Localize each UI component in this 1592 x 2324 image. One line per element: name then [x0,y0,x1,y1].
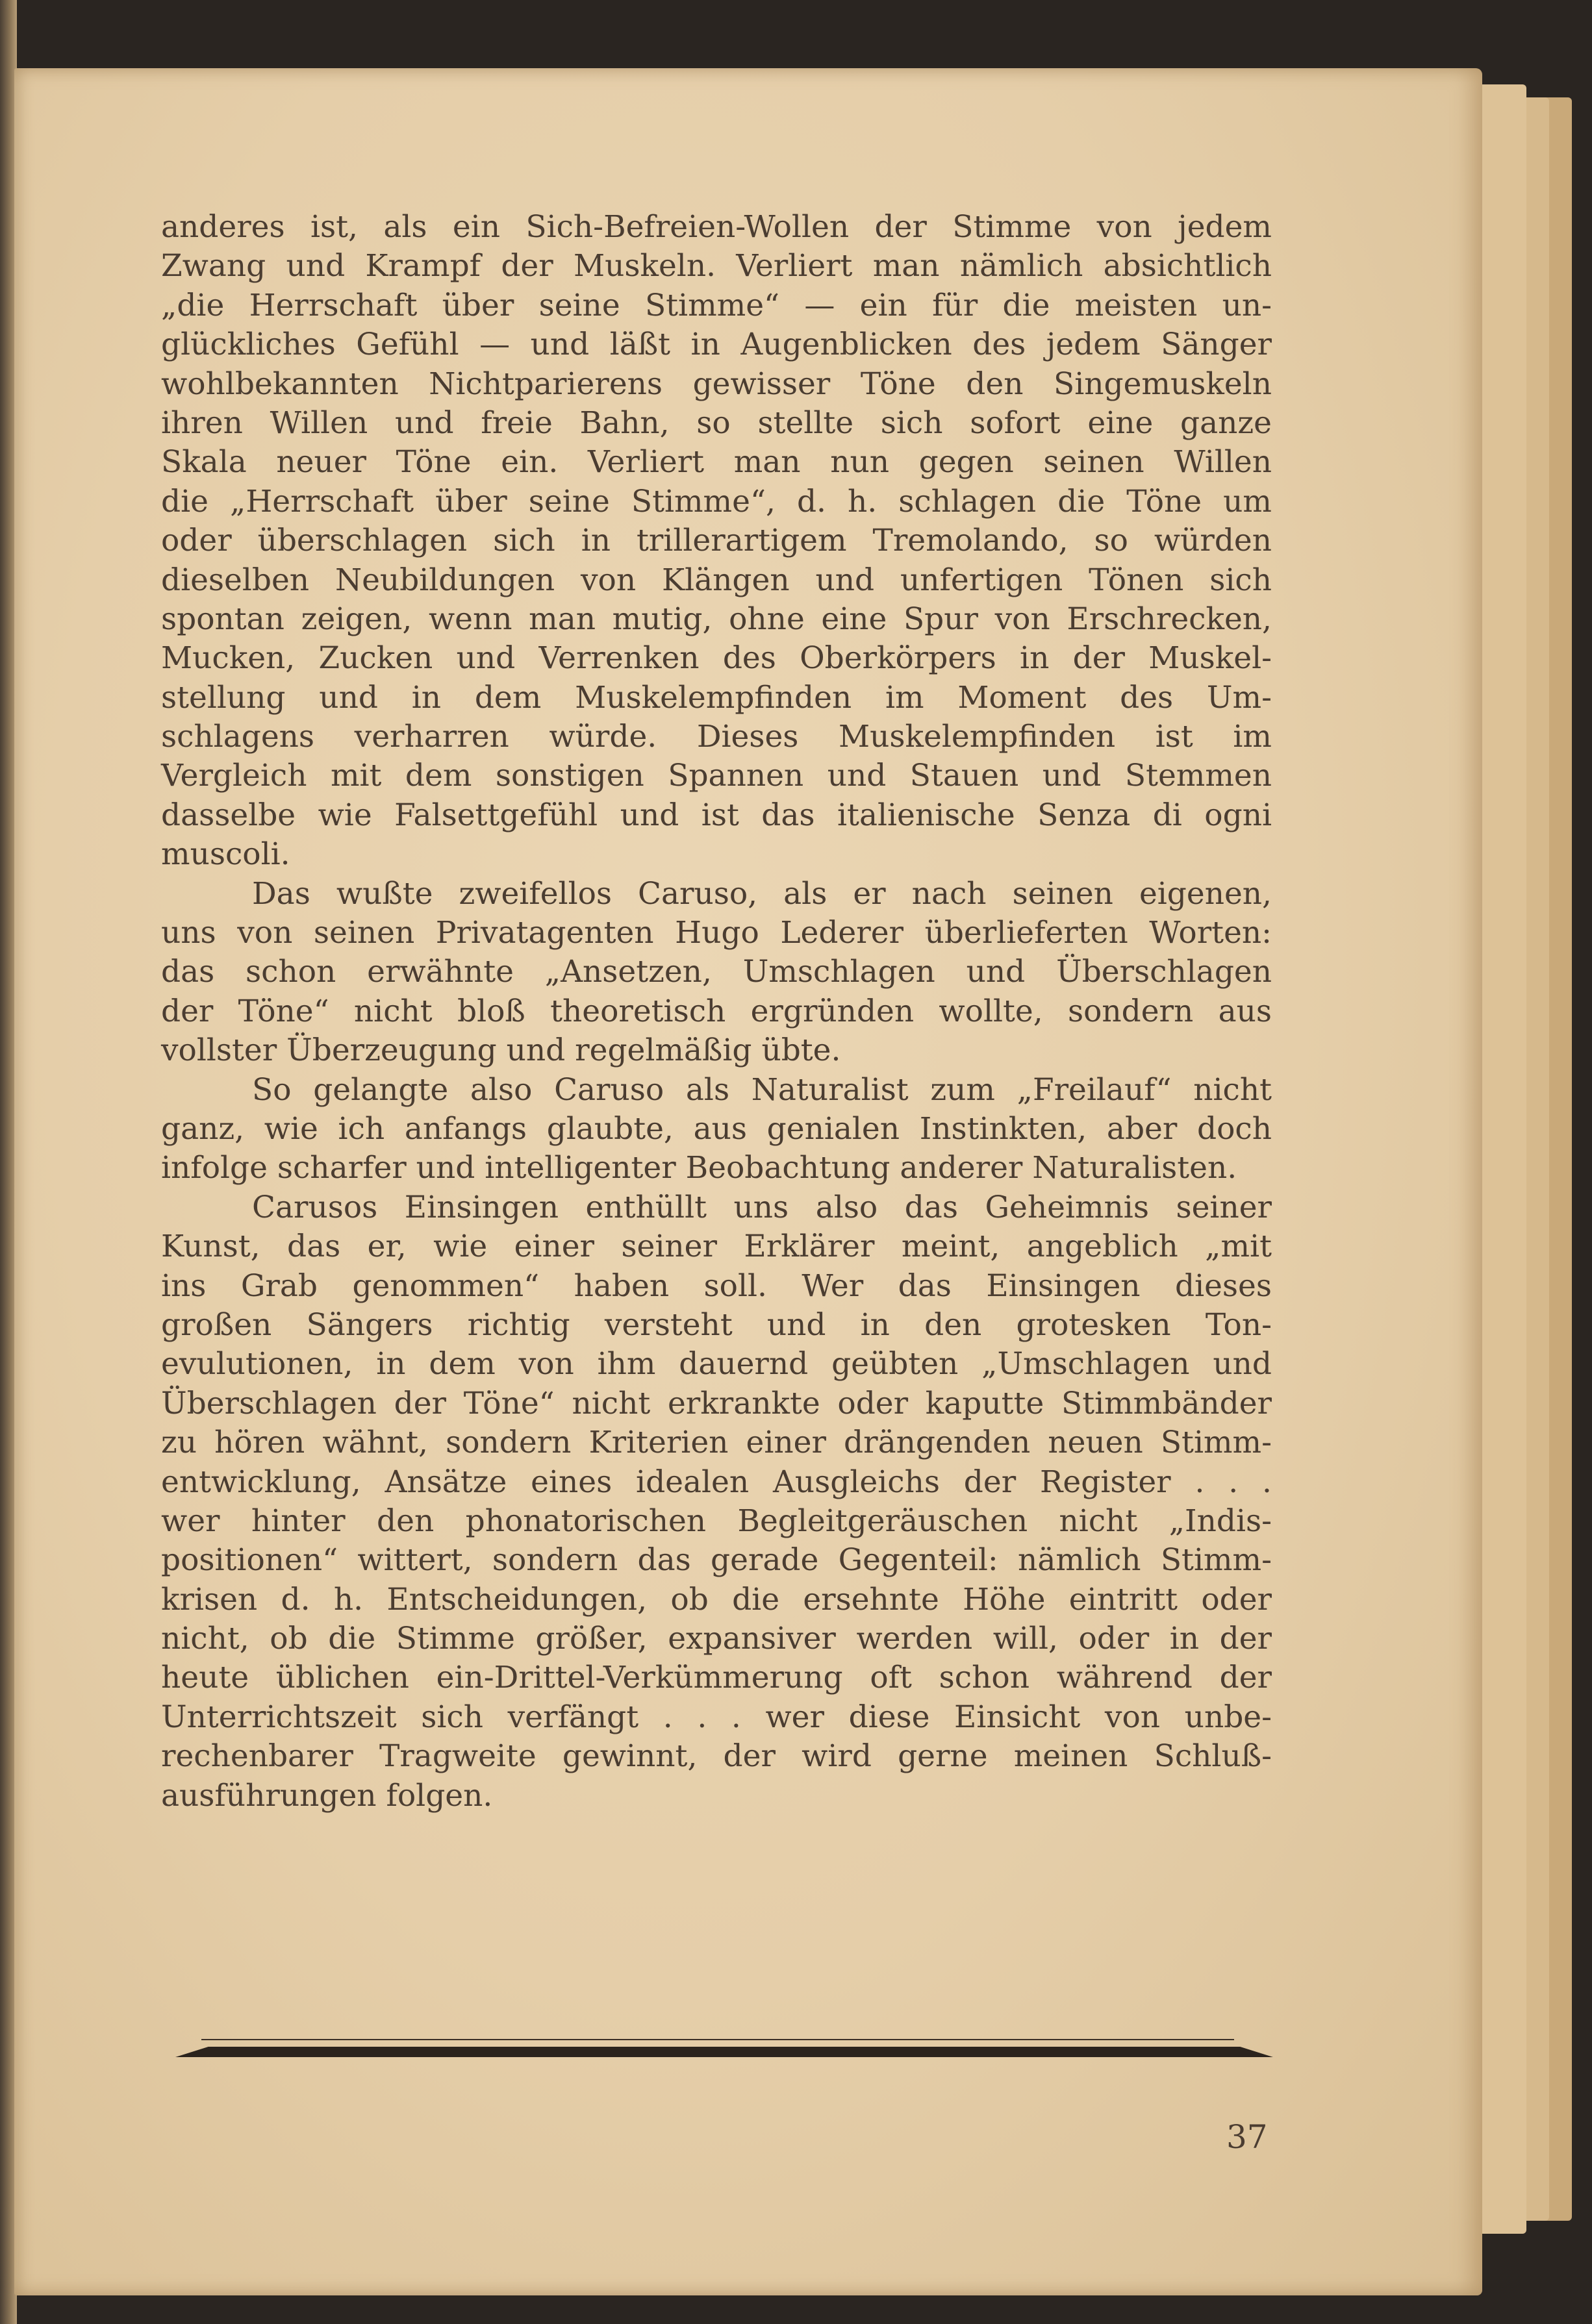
text-line: heute üblichen ein-Drittel-Verkümmerung oft schon während der [161,1660,1272,1696]
text-line: glückliches Gefühl — und läßt in Augenblicken des jedem Sänger [161,327,1272,363]
text-line: „die Herrschaft über seine Stimme“ — ein für die meisten un- [161,287,1272,323]
text-line: oder überschlagen sich in trillerartigem Tremolando, so würden [161,523,1272,559]
text-line: evulutionen, in dem von ihm dauernd geübten „Umschlagen und [161,1346,1272,1382]
text-line: rechenbarer Tragweite gewinnt, der wird gerne meinen Schluß- [161,1738,1272,1775]
text-line: Unterrichtszeit sich verfängt . . . wer diese Einsicht von unbe- [161,1699,1272,1735]
text-line: Mucken, Zucken und Verrenken des Oberkörpers in der Muskel- [161,640,1272,677]
text-line: ganz, wie ich anfangs glaubte, aus genialen Instinkten, aber doch [161,1110,1272,1147]
rule-thin-line [201,2039,1234,2040]
text-line: wer hinter den phonatorischen Begleitgeräuschen nicht „Indis- [161,1503,1272,1539]
text-line: Skala neuer Töne ein. Verliert man nun gegen seinen Willen [161,444,1272,481]
text-line: der Töne“ nicht bloß theoretisch ergründen wollte, sondern aus [161,993,1272,1029]
text-line: Überschlagen der Töne“ nicht erkrankte oder kaputte Stimmbänder [161,1385,1272,1421]
text-line: anderes ist, als ein Sich-Befreien-Wollen der Stimme von jedem [161,209,1272,245]
text-line: Carusos Einsingen enthüllt uns also das Geheimnis seiner [252,1189,1272,1225]
text-line: ihren Willen und freie Bahn, so stellte sich sofort eine ganze [161,405,1272,441]
text-line: zu hören wähnt, sondern Kriterien einer drängenden neuen Stimm- [161,1425,1272,1461]
page-number: 37 [1226,2118,1268,2156]
text-line: positionen“ wittert, sondern das gerade Gegenteil: nämlich Stimm- [161,1542,1272,1579]
body-text [161,208,1272,1816]
text-line: die „Herrschaft über seine Stimme“, d. h. schlagen die Töne um [161,483,1272,519]
text-line: nicht, ob die Stimme größer, expansiver werden will, oder in der [161,1621,1272,1657]
text-line: vollster Überzeugung und regelmäßig übte. [161,1032,841,1069]
text-line: dasselbe wie Falsettgefühl und ist das italienische Senza di ogni [161,797,1272,833]
text-line: muscoli. [161,836,290,873]
text-line: Vergleich mit dem sonstigen Spannen und Stauen und Stemmen [161,758,1272,794]
text-line: ausführungen folgen. [161,1777,493,1814]
text-line: spontan zeigen, wenn man mutig, ohne eine Spur von Erschrecken, [161,601,1272,637]
text-line: Das wußte zweifellos Caruso, als er nach seinen eigenen, [252,875,1272,912]
text-line: Zwang und Krampf der Muskeln. Verliert man nämlich absichtlich [161,248,1272,284]
text-line: dieselben Neubildungen von Klängen und unfertigen Tönen sich [161,562,1272,598]
text-line: So gelangte also Caruso als Naturalist zum „Freilauf“ nicht [252,1071,1272,1108]
rule-thick-line [175,2047,1273,2057]
text-line: Kunst, das er, wie einer seiner Erklärer meint, angeblich „mit [161,1229,1272,1265]
text-line: krisen d. h. Entscheidungen, ob die ersehnte Höhe eintritt oder [161,1581,1272,1618]
text-line: ins Grab genommen“ haben soll. Wer das Einsingen dieses [161,1268,1272,1304]
text-line: uns von seinen Privatagenten Hugo Lederer überlieferten Worten: [161,915,1272,951]
text-line: wohlbekannten Nichtparierens gewisser Töne den Singemuskeln [161,366,1272,402]
text-line: stellung und in dem Muskelempfinden im Moment des Um- [161,679,1272,716]
text-line: schlagens verharren würde. Dieses Muskelempfinden ist im [161,719,1272,755]
text-line: großen Sängers richtig versteht und in den grotesken Ton- [161,1306,1272,1343]
closing-rule [175,2039,1273,2057]
text-line: infolge scharfer und intelligenter Beobachtung anderer Naturalisten. [161,1150,1237,1186]
text-line: das schon erwähnte „Ansetzen, Umschlagen und Überschlagen [161,954,1272,990]
text-line: entwicklung, Ansätze eines idealen Ausgleichs der Register . . . [161,1464,1272,1500]
